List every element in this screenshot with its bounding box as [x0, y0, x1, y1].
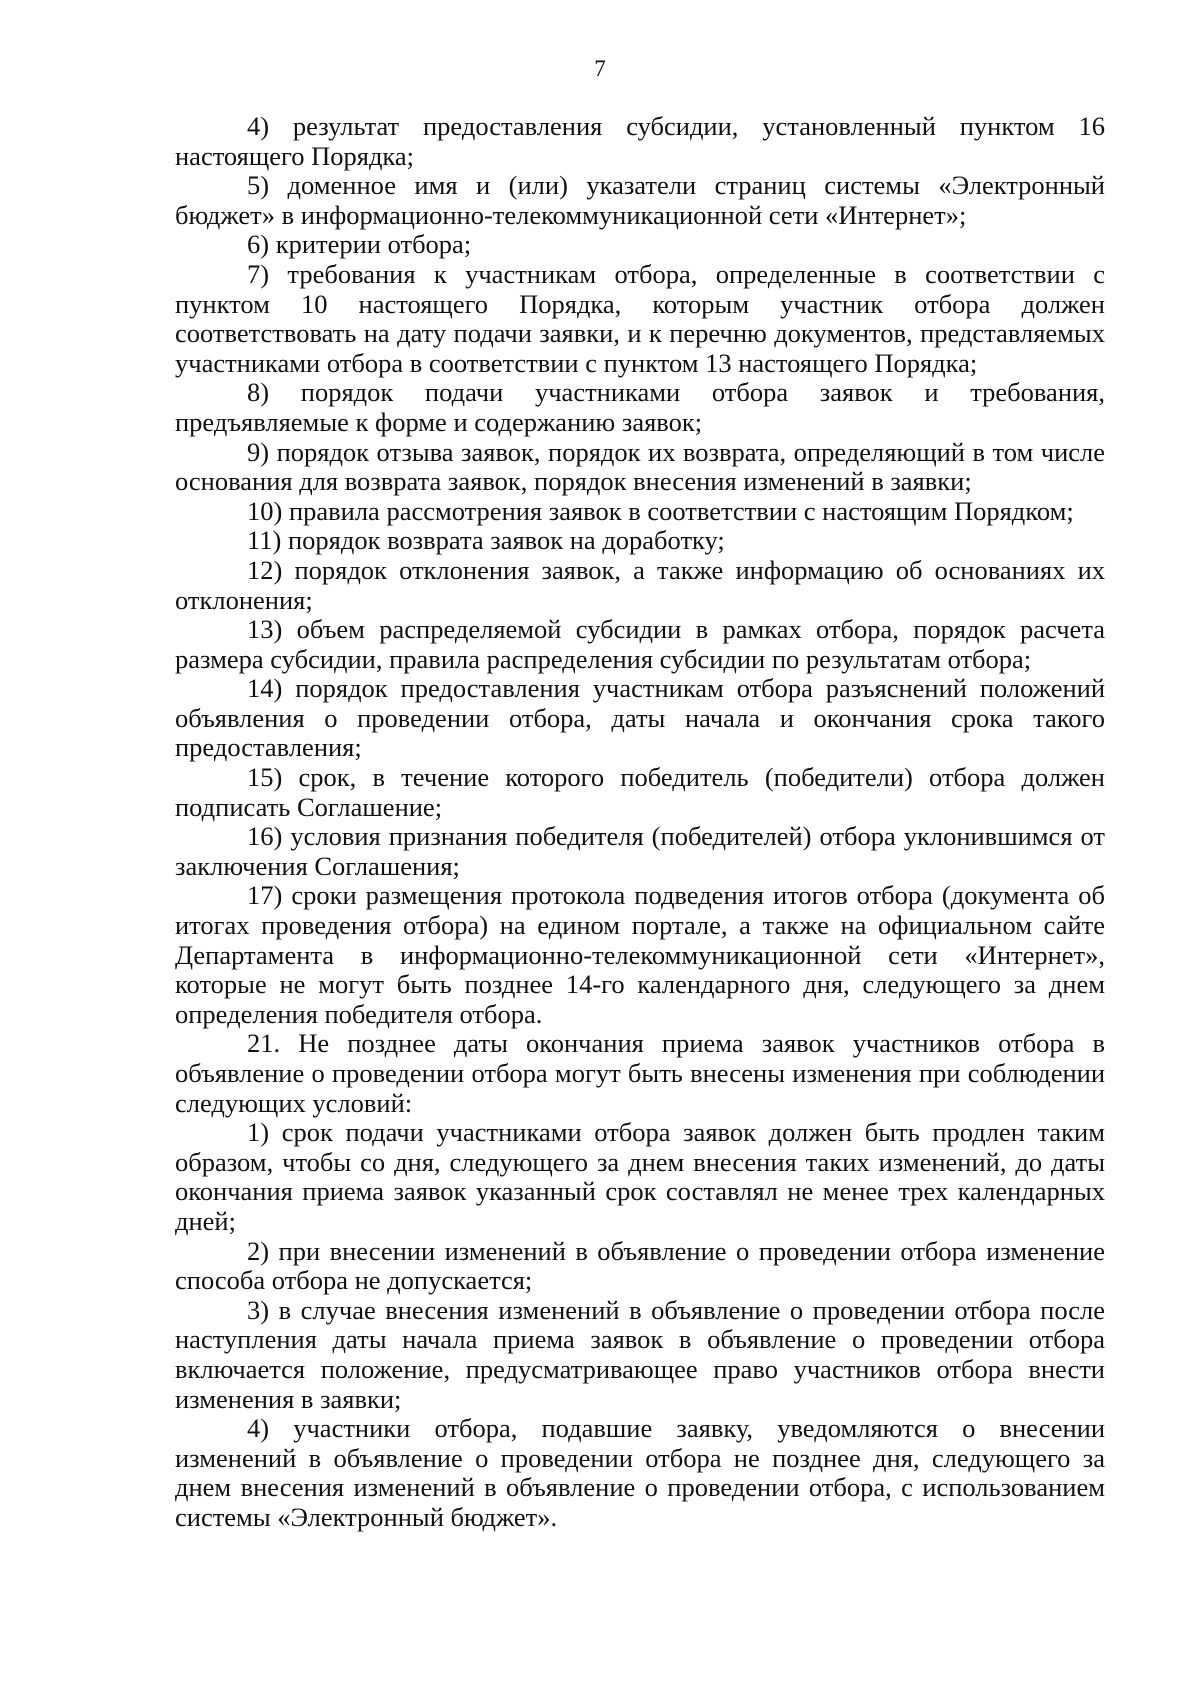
- paragraph-item-12: 12) порядок отклонения заявок, а также информацию об основаниях их отклонения;: [175, 554, 1105, 615]
- paragraph-item-10: 10) правила рассмотрения заявок в соответствии с настоящим Порядком;: [247, 495, 1074, 526]
- paragraph-item-8: 8) порядок подачи участниками отбора заявок и требования, предъявляемые к форме и содержанию заявок;: [175, 377, 1105, 437]
- paragraph-item-6: 6) критерии отбора;: [247, 229, 472, 260]
- paragraph-item-15: 15) срок, в течение которого победитель (победители) отбора должен подписать Соглашение;: [175, 762, 1105, 822]
- clause-21-item-2: 2) при внесении изменений в объявление о проведении отбора изменение способа отбора не допускается;: [175, 1235, 1105, 1296]
- paragraph-item-14: 14) порядок предоставления участникам отбора разъяснений положений объявления о проведении отбора, даты начала и окончания срока такого предоставления;: [175, 673, 1105, 763]
- paragraph-item-4: 4) результат предоставления субсидии, установленный пунктом 16 настоящего Порядка;: [175, 111, 1105, 171]
- document-body: [175, 112, 1105, 1533]
- clause-21: 21. Не позднее даты окончания приема заявок участников отбора в объявление о проведении отбора могут быть внесены изменения при соблюдении следующих условий:: [175, 1028, 1105, 1118]
- page-number: 7: [594, 56, 606, 81]
- paragraph-item-16: 16) условия признания победителя (победителей) отбора уклонившимся от заключения Соглашения;: [175, 821, 1105, 881]
- paragraph-item-9: 9) порядок отзыва заявок, порядок их возврата, определяющий в том числе основания для возврата заявок, порядок внесения изменений в заявки;: [175, 436, 1105, 497]
- clause-21-item-1: 1) срок подачи участниками отбора заявок должен быть продлен таким образом, чтобы со дня, следующего за днем внесения таких изменений, до даты окончания приема заявок указанный срок составлял не менее трех календарных дней;: [175, 1117, 1105, 1236]
- clause-21-item-4: 4) участники отбора, подавшие заявку, уведомляются о внесении изменений в объявление о проведении отбора не позднее дня, следующего за днем внесения изменений в объявление о проведении отбора, с использованием системы «Электронный бюджет».: [175, 1413, 1105, 1532]
- paragraph-item-13: 13) объем распределяемой субсидии в рамках отбора, порядок расчета размера субсидии, правила распределения субсидии по результатам отбора;: [175, 614, 1105, 674]
- paragraph-item-17: 17) сроки размещения протокола подведения итогов отбора (документа об итогах проведения отбора) на едином портале, а также на официальном сайте Департамента в информационно-телекоммуникационной сети «Интернет», которые не могут быть позднее 14-го календарного дня, следующего за днем определения победителя отбора.: [175, 880, 1105, 1029]
- clause-21-item-3: 3) в случае внесения изменений в объявление о проведении отбора после наступления даты начала приема заявок в объявление о проведении отбора включается положение, предусматривающее право участников отбора внести изменения в заявки;: [175, 1294, 1105, 1414]
- paragraph-item-7: 7) требования к участникам отбора, определенные в соответствии с пунктом 10 настоящего Порядка, которым участник отбора должен соответствовать на дату подачи заявки, и к перечню документов, представляемых участниками отбора в соответствии с пунктом 13 настоящего Порядка;: [175, 258, 1105, 378]
- paragraph-item-11: 11) порядок возврата заявок на доработку;: [247, 525, 725, 556]
- paragraph-item-5: 5) доменное имя и (или) указатели страниц системы «Электронный бюджет» в информационно-телекоммуникационной сети «Интернет»;: [175, 170, 1105, 230]
